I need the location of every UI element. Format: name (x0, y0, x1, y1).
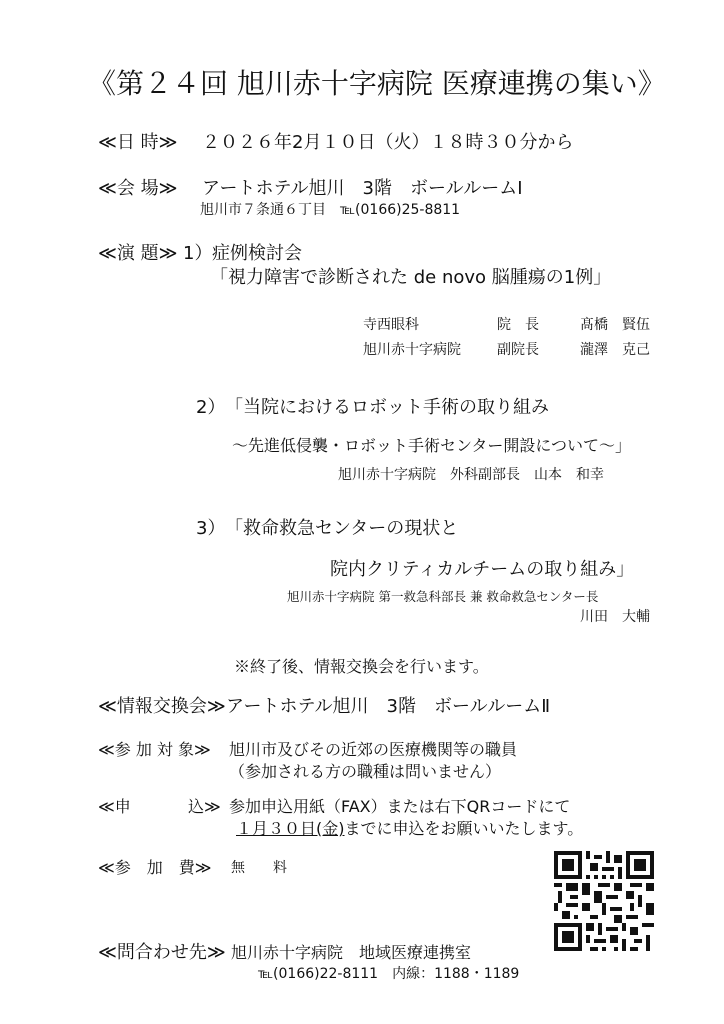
topic-2-subtitle: ～先進低侵襲・ロボット手術センター開設について～」 (232, 436, 632, 455)
topic-2-title: 「当院におけるロボット手術の取り組み (225, 397, 549, 418)
contact-line-1: 旭川赤十字病院 地域医療連携室 (231, 943, 472, 962)
application-label-end: 込≫ (188, 797, 221, 816)
topic-1-speaker-2-role: 副院長 (497, 342, 539, 358)
venue-label: ≪会 場≫ (98, 178, 178, 199)
topic-1-speaker-1-role: 院 長 (497, 317, 539, 333)
topic-1-speaker-2-org: 旭川赤十字病院 (363, 342, 461, 358)
topic-1-title: 症例検討会 (212, 243, 302, 264)
fee-label: ≪参 加 費≫ (98, 858, 212, 877)
venue-address: 旭川市７条通６丁目 ℡(0166)25-8811 (200, 202, 461, 218)
audience-label: ≪参 加 対 象≫ (98, 740, 211, 759)
venue-value: アートホテル旭川 3階 ボールルームⅠ (202, 178, 523, 199)
application-line-2-rest: までに申込をお願いいたします。 (344, 819, 584, 838)
after-event-note: ※終了後、情報交換会を行います。 (234, 657, 489, 676)
topic-2-speaker: 旭川赤十字病院 外科副部長 山本 和幸 (338, 467, 604, 483)
topic-1-speaker-1-name: 髙橋 賢伍 (580, 317, 650, 333)
application-line-2 (236, 816, 583, 839)
application-line-1: 参加申込用紙（FAX）または右下QRコードにて (229, 797, 571, 816)
topic-3-title: 「救命救急センターの現状と (225, 518, 459, 539)
exchange-label: ≪情報交換会≫ (98, 696, 226, 717)
topic-3-subtitle: 院内クリティカルチームの取り組み」 (330, 559, 635, 580)
contact-label: ≪問合わせ先≫ (98, 942, 226, 963)
contact-line-2: ℡(0166)22-8111 内線：1188・1189 (258, 966, 520, 982)
exchange-value: アートホテル旭川 3階 ボールルームⅡ (226, 696, 551, 717)
topics-label: ≪演 題≫ (98, 243, 178, 264)
topic-3-number: 3） (196, 518, 226, 539)
datetime-value: ２０２６年2月１０日（火）１８時３０分から (202, 132, 574, 153)
application-deadline: １月３０日(金) (236, 819, 345, 838)
fee-value: 無 料 (231, 860, 287, 876)
qr-code-icon[interactable] (553, 851, 655, 951)
page-title: 《第２４回 旭川赤十字病院 医療連携の集い》 (88, 67, 666, 100)
topic-1-number: 1） (183, 243, 213, 264)
topic-1-subtitle: 「視力障害で診断された de novo 脳腫瘍の1例」 (210, 267, 612, 288)
topic-2-number: 2） (196, 397, 226, 418)
audience-line-1: 旭川市及びその近郊の医療機関等の職員 (229, 740, 518, 759)
audience-line-2: （参加される方の職種は問いません） (229, 762, 502, 781)
datetime-label: ≪日 時≫ (98, 132, 178, 153)
topic-1-speaker-1-org: 寺西眼科 (363, 317, 419, 333)
topic-1-speaker-2-name: 瀧澤 克己 (580, 342, 650, 358)
topic-3-speaker-title: 旭川赤十字病院 第一救急科部長 兼 救命救急センター長 (287, 589, 599, 604)
topic-3-speaker-name: 川田 大輔 (580, 609, 650, 625)
application-label-start: ≪申 (98, 797, 131, 816)
